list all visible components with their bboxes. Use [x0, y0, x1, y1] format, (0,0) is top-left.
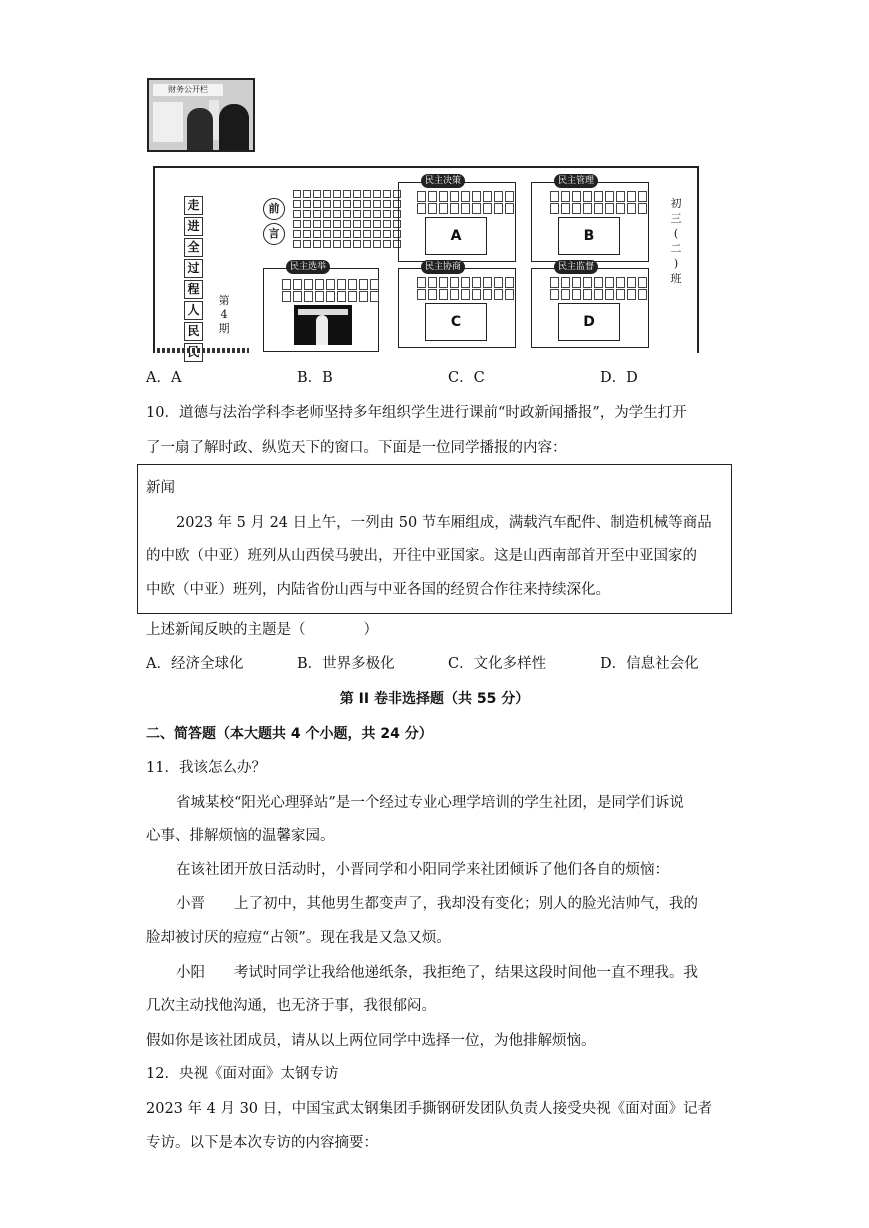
preface-circle: 前	[263, 198, 285, 220]
q11-text: 省城某校“阳光心理驿站”是一个经过专业心理学培训的学生社团，是同学们诉说	[176, 795, 684, 811]
panel-d: 民主监督 D	[531, 268, 649, 348]
q11-xiaoyang: 几次主动找他沟通，也无济于事，我很郁闷。	[146, 998, 436, 1014]
q11-text: 心事、排解烦恼的温馨家园。	[146, 828, 335, 844]
q10-stem: 了一扇了解时政、纵览天下的窗口。下面是一位同学播报的内容：	[146, 440, 567, 456]
q11-xiaoyang: 小阳 考试时同学让我给他递纸条，我拒绝了，结果这段时间他一直不理我。我	[176, 965, 698, 981]
q10-stem: 10．道德与法治学科李老师坚持多年组织学生进行课前“时政新闻播报”，为学生打开	[146, 405, 687, 421]
q9-option-b[interactable]: B．B	[297, 370, 333, 386]
box-c: C	[425, 303, 487, 341]
board-title: 走 进 全 过 程 人 民	[184, 196, 202, 364]
q9-option-a[interactable]: A．A	[146, 370, 182, 386]
news-title: 新闻	[146, 480, 175, 496]
panel-b: 民主管理 B	[531, 182, 649, 262]
q10-question: 上述新闻反映的主题是（ ）	[146, 622, 378, 638]
q10-option-c[interactable]: C．文化多样性	[448, 656, 547, 672]
q11-xiaojin: 脸却被讨厌的痘痘“占领”。现在我是又急又烦。	[146, 930, 451, 946]
q12-title: 12．央视《面对面》太钢专访	[146, 1066, 339, 1082]
part2-title: 第 II 卷非选择题（共 55 分）	[339, 691, 530, 707]
box-d: D	[558, 303, 620, 341]
class-label: 初 三 ( 二 ) 班	[670, 197, 682, 285]
q10-option-b[interactable]: B．世界多极化	[297, 656, 395, 672]
q12-text: 专访。以下是本次专访的内容摘要：	[146, 1135, 378, 1151]
section2-title: 二、简答题（本大题共 4 个小题，共 24 分）	[146, 726, 433, 742]
box-b: B	[558, 217, 620, 255]
box-a: A	[425, 217, 487, 255]
panel-a: 民主决策 A	[398, 182, 516, 262]
q11-title: 11．我该怎么办？	[146, 760, 266, 776]
q9-option-c[interactable]: C．C	[448, 370, 485, 386]
q11-text: 在该社团开放日活动时，小晋同学和小阳同学来社团倾诉了他们各自的烦恼：	[176, 862, 669, 878]
q12-text: 2023 年 4 月 30 日，中国宝武太钢集团手撕钢研发团队负责人接受央视《面对面》记者	[146, 1101, 713, 1117]
q11-xiaojin: 小晋 上了初中，其他男生都变声了，我却没有变化；别人的脸光洁帅气，我的	[176, 896, 698, 912]
news-text: 2023 年 5 月 24 日上午，一列由 50 节车厢组成，满载汽车配件、制造机械等商品	[176, 515, 712, 531]
panel-photo	[294, 305, 352, 345]
photo-image	[147, 78, 255, 152]
q9-option-d[interactable]: D．D	[600, 370, 638, 386]
issue-label: 第 4 期	[218, 294, 230, 335]
q11-task: 假如你是该社团成员，请从以上两位同学中选择一位，为他排解烦恼。	[146, 1033, 596, 1049]
preface-circle: 言	[263, 223, 285, 245]
text-grid	[293, 190, 401, 248]
photo-sign: 财务公开栏	[153, 84, 223, 96]
news-text: 的中欧（中亚）班列从山西侯马驶出，开往中亚国家。这是山西南部首开至中亚国家的	[146, 548, 697, 564]
bulletin-board-figure	[153, 166, 699, 353]
panel-c: 民主协商 C	[398, 268, 516, 348]
q10-option-a[interactable]: A．经济全球化	[146, 656, 244, 672]
q10-option-d[interactable]: D．信息社会化	[600, 656, 699, 672]
panel-1: 民主选举	[263, 268, 379, 352]
news-text: 中欧（中亚）班列，内陆省份山西与中亚各国的经贸合作往来持续深化。	[146, 582, 610, 598]
